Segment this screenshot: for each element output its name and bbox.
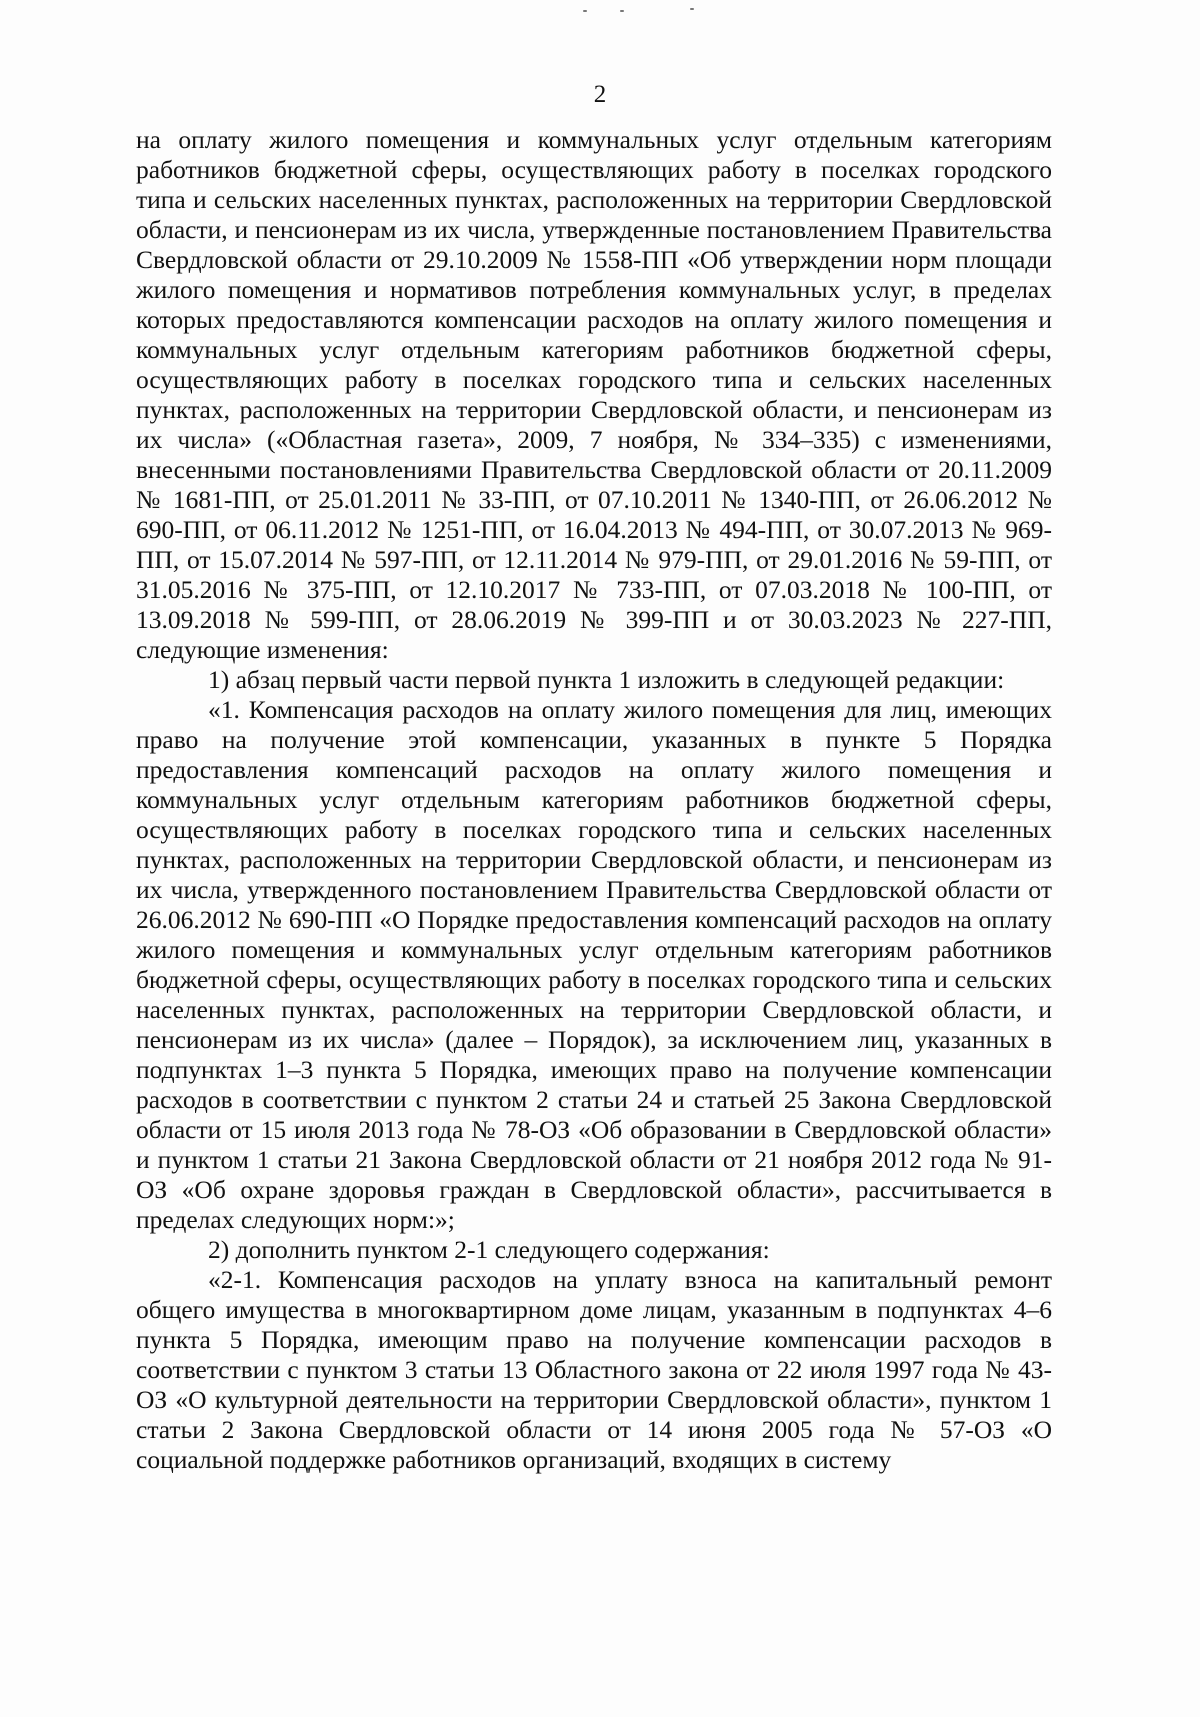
scan-speck xyxy=(690,8,694,10)
scan-speck xyxy=(620,10,624,12)
scan-speck xyxy=(583,10,587,12)
paragraph-item-1: 1) абзац первый части первой пункта 1 изложить в следующей редакции: xyxy=(208,665,1005,694)
page-number: 2 xyxy=(593,81,607,108)
paragraph-quote-2: «2-1. Компенсация расходов на уплату взноса на капитальный ремонт общего имущества в многоквартирном доме лицам, указанным в подпунктах 4–6 пункта 5 Порядка, имеющим право на получение компенсации расходов в соответствии с пунктом 3 статьи 13 Областного закона от 22 июля 1997 года № 43-ОЗ «О культурной деятельности на территории Свердловской области», пунктом 1 статьи 2 Закона Свердловской области от 14 июня 2005 года № 57-ОЗ «О социальной поддержке работников организаций, входящих в систему xyxy=(136,1265,1052,1474)
paragraph-continuation: на оплату жилого помещения и коммунальных услуг отдельным категориям работников бюджетной сферы, осуществляющих работу в поселках городского типа и сельских населенных пунктах, расположенных на территории Свердловской области, и пенсионерам из их числа, утвержденные постановлением Правительства Свердловской области от 29.10.2009 № 1558-ПП «Об утверждении норм площади жилого помещения и нормативов потребления коммунальных услуг, в пределах которых предоставляются компенсации расходов на оплату жилого помещения и коммунальных услуг отдельным категориям работников бюджетной сферы, осуществляющих работу в поселках городского типа и сельских населенных пунктах, расположенных на территории Свердловской области, и пенсионерам из их числа» («Областная газета», 2009, 7 ноября, № 334–335) с изменениями, внесенными постановлениями Правительства Свердловской области от 20.11.2009 № 1681-ПП, от 25.01.2011 № 33-ПП, от 07.10.2011 № 1340-ПП, от 26.06.2012 № 690-ПП, от 06.11.2012 № 1251-ПП, от 16.04.2013 № 494-ПП, от 30.07.2013 № 969-ПП, от 15.07.2014 № 597-ПП, от 12.11.2014 № 979-ПП, от 29.01.2016 № 59-ПП, от 31.05.2016 № 375-ПП, от 12.10.2017 № 733-ПП, от 07.03.2018 № 100-ПП, от 13.09.2018 № 599-ПП, от 28.06.2019 № 399-ПП и от 30.03.2023 № 227-ПП, следующие изменения: xyxy=(136,125,1052,664)
document-body xyxy=(136,125,1052,1475)
paragraph-quote-1: «1. Компенсация расходов на оплату жилого помещения для лиц, имеющих право на получение этой компенсации, указанных в пункте 5 Порядка предоставления компенсаций расходов на оплату жилого помещения и коммунальных услуг отдельным категориям работников бюджетной сферы, осуществляющих работу в поселках городского типа и сельских населенных пунктах, расположенных на территории Свердловской области, и пенсионерам из их числа, утвержденного постановлением Правительства Свердловской области от 26.06.2012 № 690-ПП «О Порядке предоставления компенсаций расходов на оплату жилого помещения и коммунальных услуг отдельным категориям работников бюджетной сферы, осуществляющих работу в поселках городского типа и сельских населенных пунктах, расположенных на территории Свердловской области, и пенсионерам из их числа» (далее – Порядок), за исключением лиц, указанных в подпунктах 1–3 пункта 5 Порядка, имеющих право на получение компенсации расходов в соответствии с пунктом 2 статьи 24 и статьей 25 Закона Свердловской области от 15 июля 2013 года № 78-ОЗ «Об образовании в Свердловской области» и пунктом 1 статьи 21 Закона Свердловской области от 21 ноября 2012 года № 91-ОЗ «Об охране здоровья граждан в Свердловской области», рассчитывается в пределах следующих норм:»; xyxy=(136,695,1052,1234)
paragraph-item-2: 2) дополнить пунктом 2-1 следующего содержания: xyxy=(208,1235,770,1264)
